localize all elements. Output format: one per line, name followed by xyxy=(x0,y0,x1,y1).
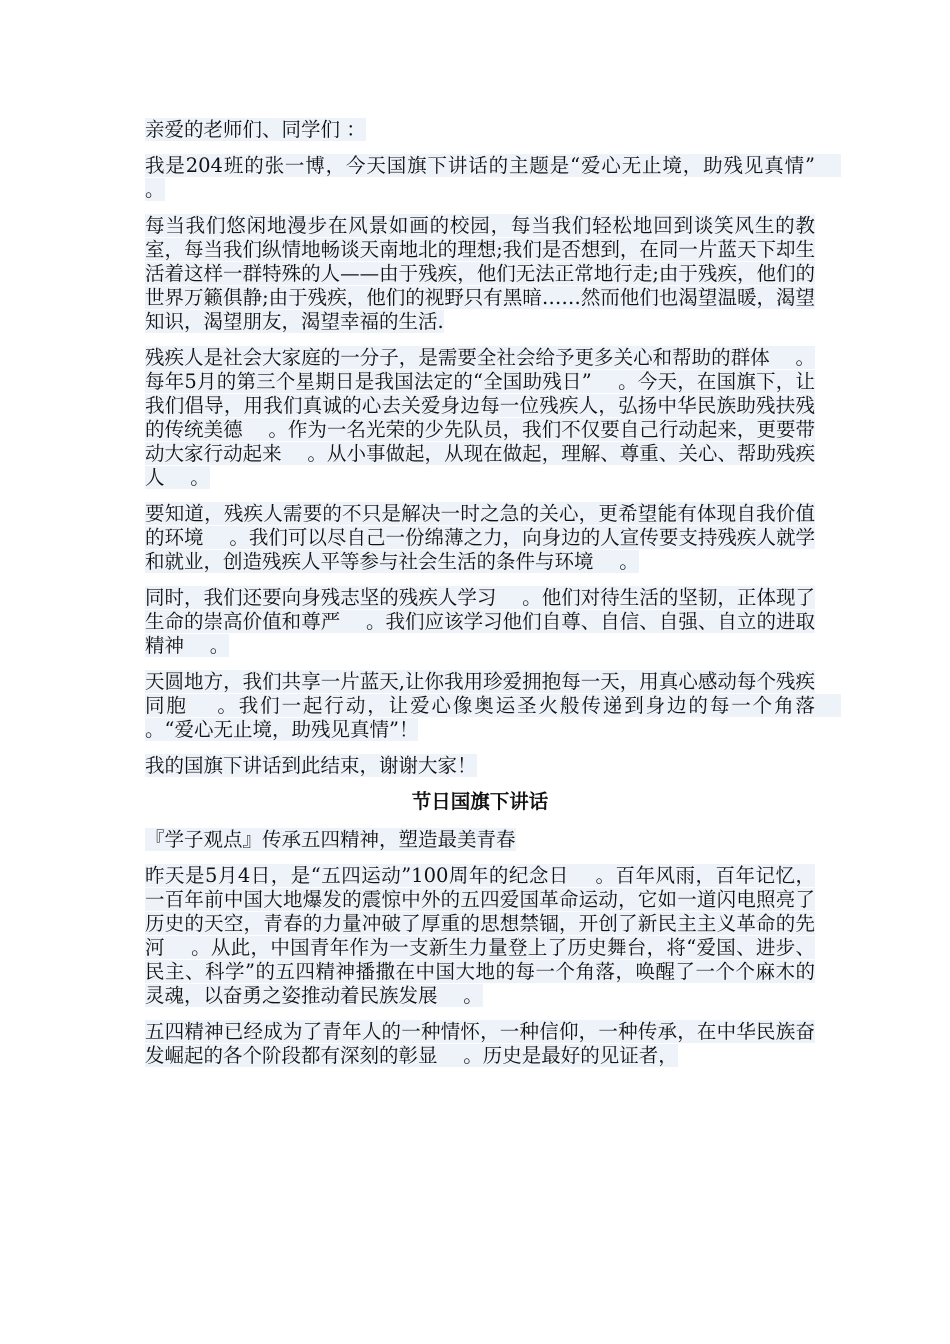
paragraph xyxy=(145,502,815,574)
paragraph xyxy=(145,670,841,742)
paragraph-text: 我是204班的张一博，今天国旗下讲话的主题是“爱心无止境，助残见真情” 。 xyxy=(145,154,841,201)
paragraph-text: 昨天是5月4日，是“五四运动”100周年的纪念日 。百年风雨，百年记忆，一百年前中国大地爆发的震惊中外的五四爱国革命运动，它如一道闪电照亮了历史的天空，青春的力量冲破了厚重的思想禁锢，开创了新民主主义革命的先河 。从此，中国青年作为一支新生力量登上了历史舞台，将“爱国、进步、民主、科学”的五四精神播撒在中国大地的每一个角落，唤醒了一个个麻木的灵魂，以奋勇之姿推动着民族发展 。 xyxy=(145,864,815,1007)
closing-text: 我的国旗下讲话到此结束，谢谢大家！ xyxy=(145,754,477,777)
closing-line xyxy=(145,754,815,778)
paragraph xyxy=(145,346,815,490)
paragraph-text: 要知道，残疾人需要的不只是解决一时之急的关心，更希望能有体现自我价值的环境 。我们可以尽自己一份绵薄之力，向身边的人宣传要支持残疾人就学和就业，创造残疾人平等参与社会生活的条件与环境 。 xyxy=(145,502,815,573)
paragraph xyxy=(145,154,841,202)
section-subtitle xyxy=(145,828,815,852)
paragraph xyxy=(145,586,815,658)
document-body xyxy=(145,118,841,1080)
paragraph-text: 残疾人是社会大家庭的一分子，是需要全社会给予更多关心和帮助的群体 。每年5月的第三个星期日是我国法定的“全国助残日” 。今天，在国旗下，让我们倡导，用我们真诚的心去关爱身边每一位残疾人，弘扬中华民族助残扶残的传统美德 。作为一名光荣的少先队员，我们不仅要自己行动起来，更要带动大家行动起来 。从小事做起，从现在做起，理解、尊重、关心、帮助残疾人 。 xyxy=(145,346,815,489)
paragraph-text: 天圆地方，我们共享一片蓝天,让你我用珍爱拥抱每一天，用真心感动每个残疾同胞 。我们一起行动，让爱心像奥运圣火般传递到身边的每一个角落 。“爱心无止境，助残见真情”！ xyxy=(145,670,841,741)
paragraph-text: 每当我们悠闲地漫步在风景如画的校园，每当我们轻松地回到谈笑风生的教室，每当我们纵情地畅谈天南地北的理想;我们是否想到，在同一片蓝天下却生活着这样一群特殊的人——由于残疾，他们无法正常地行走;由于残疾，他们的世界万籁俱静;由于残疾，他们的视野只有黑暗……然而他们也渴望温暖，渴望知识，渴望朋友，渴望幸福的生活. xyxy=(145,214,815,333)
paragraph-text: 同时，我们还要向身残志坚的残疾人学习 。他们对待生活的坚韧，正体现了生命的崇高价值和尊严 。我们应该学习他们自尊、自信、自强、自立的进取精神 。 xyxy=(145,586,815,657)
subtitle-text: 『学子观点』传承五四精神，塑造最美青春 xyxy=(145,828,516,851)
paragraph xyxy=(145,214,815,334)
section-title: 节日国旗下讲话 xyxy=(411,790,549,813)
greeting-text: 亲爱的老师们、同学们 ： xyxy=(145,118,366,141)
greeting xyxy=(145,118,815,142)
paragraph xyxy=(145,864,815,1008)
paragraph xyxy=(145,1020,815,1068)
paragraph-text: 五四精神已经成为了青年人的一种情怀，一种信仰，一种传承，在中华民族奋发崛起的各个阶段都有深刻的彰显 。历史是最好的见证者， xyxy=(145,1020,815,1067)
